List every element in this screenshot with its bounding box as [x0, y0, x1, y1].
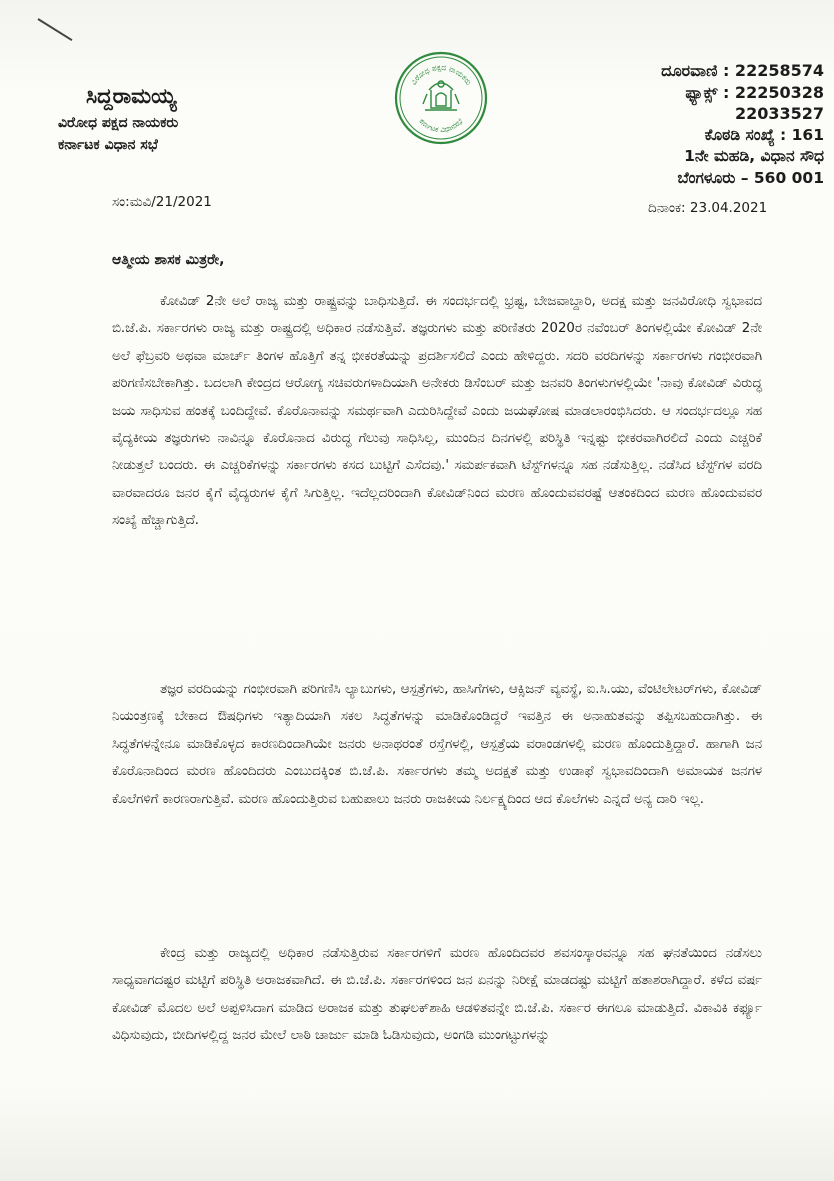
floor-address: 1ನೇ ಮಹಡಿ, ವಿಧಾನ ಸೌಧ — [684, 147, 824, 165]
salutation: ಆತ್ಮೀಯ ಶಾಸಕ ಮಿತ್ರರೇ, — [112, 252, 225, 268]
paragraph-2 — [112, 676, 762, 813]
room-number: ಕೊಠಡಿ ಸಂಖ್ಯೆ : 161 — [704, 125, 824, 144]
paragraph-1 — [112, 288, 762, 535]
sender-name: ಸಿದ್ದರಾಮಯ್ಯ — [86, 84, 177, 108]
paragraph-3-text: ಕೇಂದ್ರ ಮತ್ತು ರಾಜ್ಯದಲ್ಲಿ ಅಧಿಕಾರ ನಡೆಸುತ್ತಿರುವ ಸರ್ಕಾರಗಳಿಗೆ ಮರಣ ಹೊಂದಿದವರ ಶವಸಂಸ್ಕಾರವನ್ನೂ ಸಹ ಘನತೆಯಿಂದ ನಡೆಸಲು ಸಾಧ್ಯವಾಗದಷ್ಟರ ಮಟ್ಟಿಗೆ ಪರಿಸ್ಥಿತಿ ಅರಾಜಕವಾಗಿದೆ. ಈ ಬಿ.ಜೆ.ಪಿ. ಸರ್ಕಾರಗಳಿಂದ ಜನ ಏನನ್ನು ನಿರೀಕ್ಷೆ ಮಾಡದಷ್ಟು ಮಟ್ಟಿಗೆ ಹತಾಶರಾಗಿದ್ದಾರೆ. ಕಳೆದ ವರ್ಷ ಕೋವಿಡ್ ಮೊದಲ ಅಲೆ ಅಪ್ಪಳಿಸಿದಾಗ ಮಾಡಿದ ಅರಾಜಕ ಮತ್ತು ತುಘಲಕ್‌ಶಾಹಿ ಆಡಳಿತವನ್ನೇ ಬಿ.ಜೆ.ಪಿ. ಸರ್ಕಾರ ಈಗಲೂ ಮಾಡುತ್ತಿದೆ. ವಿಕಾವಿಕಿ ಕರ್ಫ್ಯೂ ವಿಧಿಸುವುದು, ಬೀದಿಗಳಲ್ಲಿದ್ದ ಜನರ ಮೇಲೆ ಲಾಠಿ ಚಾರ್ಜು ಮಾಡಿ ಓಡಿಸುವುದು, ಅಂಗಡಿ ಮುಂಗಟ್ಟುಗಳನ್ನು — [112, 946, 762, 1044]
reference-number: ಸಂ:ಮವಿ/21/2021 — [112, 194, 212, 210]
phone-number: ದೂರವಾಣಿ : 22258574 — [661, 61, 824, 80]
sender-block — [58, 84, 288, 155]
seal-graphic — [393, 50, 489, 146]
fax-number-2: 22033527 — [734, 104, 824, 123]
fax-number: ಫ್ಯಾಕ್ಸ್ : 22250328 — [685, 82, 824, 102]
paragraph-3 — [112, 940, 762, 1050]
official-seal — [393, 50, 489, 146]
paragraph-2-text: ತಜ್ಞರ ವರದಿಯನ್ನು ಗಂಭೀರವಾಗಿ ಪರಿಗಣಿಸಿ ಲ್ಯಾಬುಗಳು, ಆಸ್ಪತ್ರೆಗಳು, ಹಾಸಿಗೆಗಳು, ಆಕ್ಸಿಜನ್ ವ್ಯವಸ್ಥೆ, ಐ.ಸಿ.ಯು, ವೆಂಟಿಲೇಟರ್‌ಗಳು, ಕೋವಿಡ್ ನಿಯಂತ್ರಣಕ್ಕೆ ಬೇಕಾದ ಔಷಧಿಗಳು ಇತ್ಯಾದಿಯಾಗಿ ಸಕಲ ಸಿದ್ಧತೆಗಳನ್ನು ಮಾಡಿಕೊಂಡಿದ್ದರೆ ಇವತ್ತಿನ ಈ ಅನಾಹುತವನ್ನು ತಪ್ಪಿಸಬಹುದಾಗಿತ್ತು. ಈ ಸಿದ್ಧತೆಗಳನ್ನೇನೂ ಮಾಡಿಕೊಳ್ಳದ ಕಾರಣದಿಂದಾಗಿಯೇ ಜನರು ಅನಾಥರಂತೆ ರಸ್ತೆಗಳಲ್ಲಿ, ಆಸ್ಪತ್ರೆಯ ವರಾಂಡಗಳಲ್ಲಿ ಮರಣ ಹೊಂದುತ್ತಿದ್ದಾರೆ. ಹಾಗಾಗಿ ಜನ ಕೊರೊನಾದಿಂದ ಮರಣ ಹೊಂದಿದರು ಎಂಬುದಕ್ಕಿಂತ ಬಿ.ಜೆ.ಪಿ. ಸರ್ಕಾರಗಳು ತಮ್ಮ ಅದಕ್ಷತೆ ಮತ್ತು ಉಡಾಫೆ ಸ್ವಭಾವದಿಂದಾಗಿ ಅಮಾಯಕ ಜನಗಳ ಕೊಲೆಗಳಿಗೆ ಕಾರಣರಾಗುತ್ತಿವೆ. ಮರಣ ಹೊಂದುತ್ತಿರುವ ಬಹುಪಾಲು ಜನರು ರಾಜಕೀಯ ನಿರ್ಲಕ್ಷ್ಯದಿಂದ ಆದ ಕೊಲೆಗಳು ಎನ್ನದೆ ಅನ್ಯ ದಾರಿ ಇಲ್ಲ. — [112, 682, 762, 807]
contact-block — [614, 60, 824, 189]
sender-house: ಕರ್ನಾಟಕ ವಿಧಾನ ಸಭೆ — [58, 137, 158, 153]
sender-designation: ವಿರೋಧ ಪಕ್ಷದ ನಾಯಕರು — [58, 115, 179, 131]
letter-date: ದಿನಾಂಕ: 23.04.2021 — [648, 200, 768, 216]
city-address: ಬೆಂಗಳೂರು – 560 001 — [677, 168, 824, 187]
seal-top-text: ವಿರೋಧ ಪಕ್ಷದ ನಾಯಕರು — [408, 62, 474, 87]
paragraph-1-text: ಕೋವಿಡ್ 2ನೇ ಅಲೆ ರಾಜ್ಯ ಮತ್ತು ರಾಷ್ಟ್ರವನ್ನು ಬಾಧಿಸುತ್ತಿದೆ. ಈ ಸಂದರ್ಭದಲ್ಲಿ ಭ್ರಷ್ಟ, ಬೇಜವಾಬ್ದಾರಿ, ಅದಕ್ಷ ಮತ್ತು ಜನವಿರೋಧಿ ಸ್ವಭಾವದ ಬಿ.ಜೆ.ಪಿ. ಸರ್ಕಾರಗಳು ರಾಜ್ಯ ಮತ್ತು ರಾಷ್ಟ್ರದಲ್ಲಿ ಅಧಿಕಾರ ನಡೆಸುತ್ತಿವೆ. ತಜ್ಞರುಗಳು ಮತ್ತು ಪರಿಣಿತರು 2020ರ ನವೆಂಬರ್ ತಿಂಗಳಲ್ಲಿಯೇ ಕೋವಿಡ್ 2ನೇ ಅಲೆ ಫೆಬ್ರವರಿ ಅಥವಾ ಮಾರ್ಚ್ ತಿಂಗಳ ಹೊತ್ತಿಗೆ ತನ್ನ ಭೀಕರತೆಯನ್ನು ಪ್ರದರ್ಶಿಸಲಿದೆ ಎಂದು ಹೇಳಿದ್ದರು. ಸದರಿ ವರದಿಗಳನ್ನು ಸರ್ಕಾರಗಳು ಗಂಭೀರವಾಗಿ ಪರಿಗಣಿಸಬೇಕಾಗಿತ್ತು. ಬದಲಾಗಿ ಕೇಂದ್ರದ ಆರೋಗ್ಯ ಸಚಿವರುಗಳಾದಿಯಾಗಿ ಅನೇಕರು ಡಿಸೆಂಬರ್ ಮತ್ತು ಜನವರಿ ತಿಂಗಳುಗಳಲ್ಲಿಯೇ 'ನಾವು ಕೋವಿಡ್ ವಿರುದ್ಧ ಜಯ ಸಾಧಿಸುವ ಹಂತಕ್ಕೆ ಬಂದಿದ್ದೇವೆ. ಕೊರೊನಾವನ್ನು ಸಮರ್ಥವಾಗಿ ಎದುರಿಸಿದ್ದೇವೆ ಎಂದು ಜಯಘೋಷ ಮಾಡಲಾರಂಭಿಸಿದರು. ಆ ಸಂದರ್ಭದಲ್ಲೂ ಸಹ ವೈದ್ಯಕೀಯ ತಜ್ಞರುಗಳು ನಾವಿನ್ನೂ ಕೊರೊನಾದ ವಿರುದ್ಧ ಗೆಲುವು ಸಾಧಿಸಿಲ್ಲ, ಮುಂದಿನ ದಿನಗಳಲ್ಲಿ ಪರಿಸ್ಥಿತಿ ಇನ್ನಷ್ಟು ಭೀಕರವಾಗಿರಲಿದೆ ಎಂದು ಎಚ್ಚರಿಕೆ ನೀಡುತ್ತಲೆ ಬಂದರು. ಈ ಎಚ್ಚರಿಕೆಗಳನ್ನು ಸರ್ಕಾರಗಳು ಕಸದ ಬುಟ್ಟಿಗೆ ಎಸೆದವು.' ಸಮರ್ಪಕವಾಗಿ ಟೆಸ್ಟ್‌ಗಳನ್ನೂ ಸಹ ನಡೆಸುತ್ತಿಲ್ಲ. ನಡೆಸಿದ ಟೆಸ್ಟ್‌ಗಳ ವರದಿ ವಾರವಾದರೂ ಜನರ ಕೈಗೆ ವೈದ್ಯರುಗಳ ಕೈಗೆ ಸಿಗುತ್ತಿಲ್ಲ. ಇದೆಲ್ಲದರಿಂದಾಗಿ ಕೋವಿಡ್‌ನಿಂದ ಮರಣ ಹೊಂದುವವರಷ್ಟೆ ಆತಂಕದಿಂದ ಮರಣ ಹೊಂದುವವರ ಸಂಖ್ಯೆ ಹೆಚ್ಚಾಗುತ್ತಿದೆ. — [112, 294, 762, 529]
emblem-icon — [423, 81, 459, 110]
seal-bottom-text: ಕರ್ನಾಟಕ ವಿಧಾನಸಭೆ — [417, 116, 465, 135]
